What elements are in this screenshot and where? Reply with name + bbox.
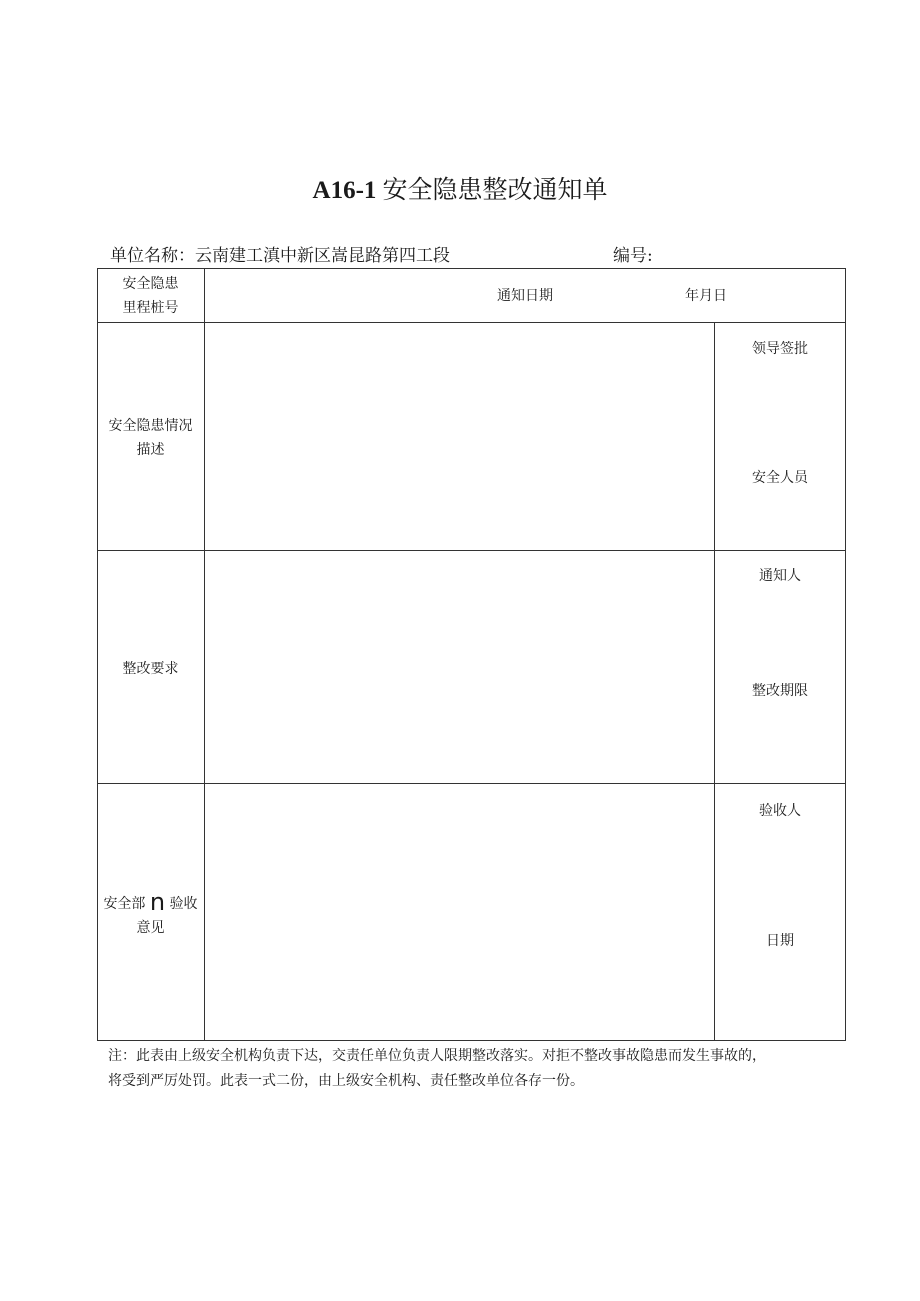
unit-name-value: 云南建工滇中新区嵩昆路第四工段 [195,246,450,266]
column-divider [204,268,205,1041]
row-divider [97,550,846,551]
hazard-mileage-label: 安全隐患 里程桩号 [122,276,179,316]
row-divider [97,322,846,323]
page-title [0,173,920,208]
form-number-label: 编号: [613,246,653,266]
unit-name-line [110,245,450,267]
footnote-line: 将受到严厉处罚。此表一式二份，由上级安全机构、责任整改单位各存一份。 [108,1073,584,1089]
table-border-bottom [97,1040,846,1041]
row-divider [97,783,846,784]
rectification-deadline-label: 整改期限 [752,683,808,699]
safety-acceptance-label: 安全部 n 验收 意见 [103,888,198,936]
notifier-label: 通知人 [759,568,801,584]
notice-date-format: 年月日 [685,288,727,304]
table-border-top [97,268,846,269]
form-code: A16-1 [312,177,377,204]
form-title: 安全隐患整改通知单 [382,175,608,204]
notice-table [97,268,846,1041]
table-border-right [845,268,846,1041]
hazard-description-label: 安全隐患情况 描述 [108,418,193,458]
acceptance-date-label: 日期 [766,933,794,949]
acceptor-label: 验收人 [759,803,801,819]
footnote [108,1044,848,1094]
unit-name-label: 单位名称： [110,246,195,266]
safety-personnel-label: 安全人员 [752,470,808,486]
leader-approval-label: 领导签批 [752,341,808,357]
rectification-requirement-label: 整改要求 [122,661,179,677]
notice-date-label: 通知日期 [497,288,553,304]
footnote-line: 注：此表由上级安全机构负责下达，交责任单位负责人限期整改落实。对拒不整改事故隐患而发生事故的， [108,1048,766,1064]
